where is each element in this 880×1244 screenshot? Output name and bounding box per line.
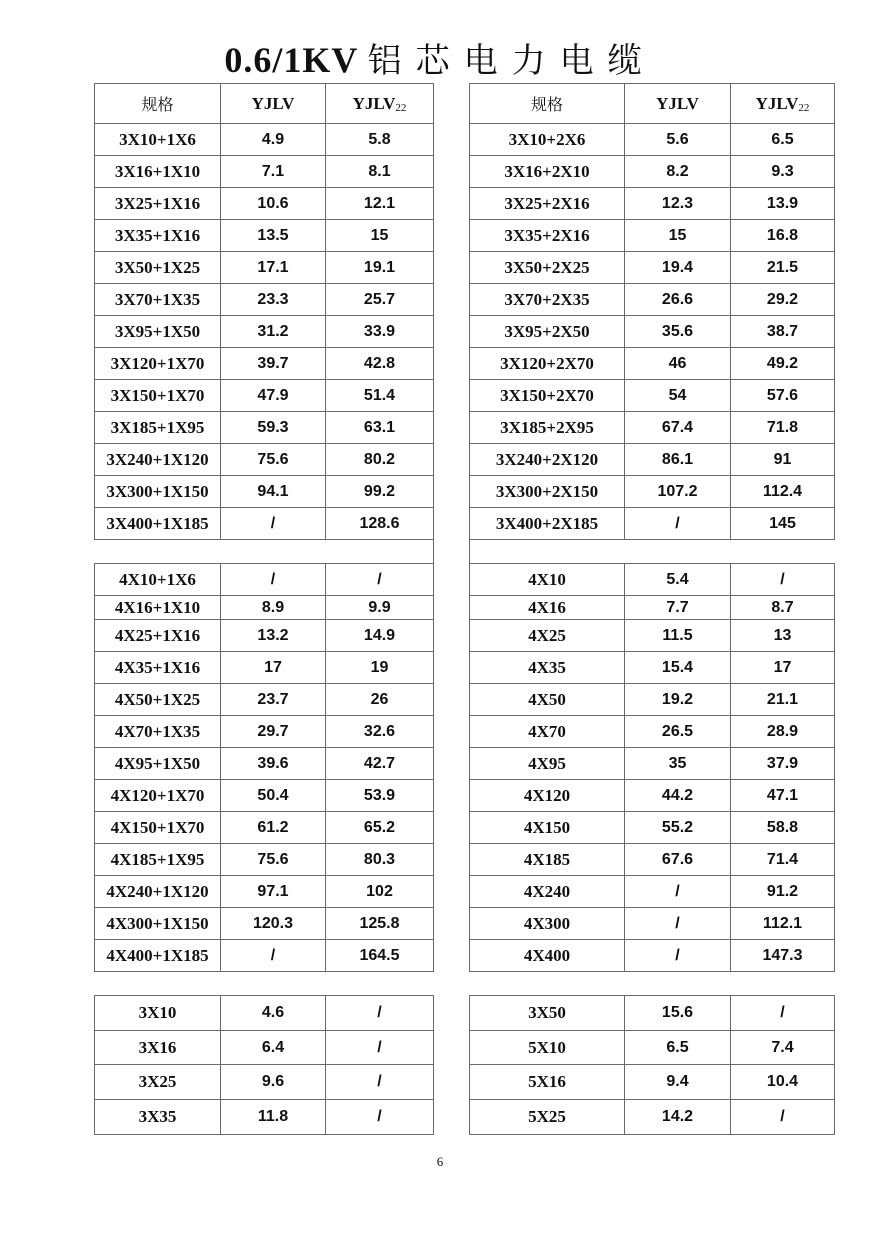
- yjlv22-cell: 14.9: [326, 620, 434, 652]
- yjlv-cell: 8.2: [625, 156, 731, 188]
- table-row: [470, 252, 835, 284]
- yjlv22-cell: 65.2: [326, 812, 434, 844]
- spec-cell: 4X300+1X150: [95, 908, 221, 940]
- yjlv22-cell: 6.5: [731, 124, 835, 156]
- spec-cell: 4X95+1X50: [95, 748, 221, 780]
- yjlv22-cell: 12.1: [326, 188, 434, 220]
- spec-cell: 3X50: [470, 996, 625, 1031]
- yjlv-cell: 23.7: [221, 684, 326, 716]
- yjlv-cell: 26.6: [625, 284, 731, 316]
- table-row: [470, 844, 835, 876]
- table-row: [95, 412, 434, 444]
- yjlv-cell: 7.1: [221, 156, 326, 188]
- yjlv-cell: /: [625, 508, 731, 540]
- table-row: [95, 908, 434, 940]
- table-row: [470, 156, 835, 188]
- spec-cell: 3X10+2X6: [470, 124, 625, 156]
- yjlv-cell: /: [221, 564, 326, 596]
- yjlv-cell: 9.4: [625, 1065, 731, 1100]
- spec-cell: 3X35+2X16: [470, 220, 625, 252]
- yjlv22-cell: 17: [731, 652, 835, 684]
- yjlv-cell: 13.2: [221, 620, 326, 652]
- yjlv-cell: 11.8: [221, 1100, 326, 1135]
- spec-cell: 3X25+2X16: [470, 188, 625, 220]
- yjlv22-cell: 19.1: [326, 252, 434, 284]
- header-row: [95, 84, 434, 124]
- spacer-cell: [95, 540, 434, 564]
- yjlv22-cell: /: [326, 564, 434, 596]
- yjlv22-cell: 26: [326, 684, 434, 716]
- yjlv-cell: 19.2: [625, 684, 731, 716]
- spec-cell: 5X16: [470, 1065, 625, 1100]
- yjlv-cell: 15.4: [625, 652, 731, 684]
- spec-cell: 3X185+1X95: [95, 412, 221, 444]
- yjlv-cell: 50.4: [221, 780, 326, 812]
- table-row: [470, 508, 835, 540]
- spec-cell: 4X35: [470, 652, 625, 684]
- table-row: [470, 188, 835, 220]
- yjlv22-cell: 38.7: [731, 316, 835, 348]
- yjlv-cell: 75.6: [221, 444, 326, 476]
- yjlv-cell: 6.4: [221, 1031, 326, 1065]
- header-row: [470, 84, 835, 124]
- spec-cell: 3X16: [95, 1031, 221, 1065]
- yjlv-cell: 7.7: [625, 596, 731, 620]
- table-row: [95, 620, 434, 652]
- page-title: [0, 36, 880, 85]
- yjlv22-cell: 53.9: [326, 780, 434, 812]
- spec-cell: 3X400+1X185: [95, 508, 221, 540]
- yjlv-cell: /: [625, 940, 731, 972]
- table-row: [470, 284, 835, 316]
- spec-cell: 4X25+1X16: [95, 620, 221, 652]
- page-number: 6: [436, 1154, 444, 1169]
- spec-cell: 3X50+1X25: [95, 252, 221, 284]
- table-row: [470, 996, 835, 1031]
- spec-cell: 3X16+2X10: [470, 156, 625, 188]
- right-bottom-table: [469, 995, 835, 1135]
- spec-cell: 3X10: [95, 996, 221, 1031]
- table-row: [95, 1031, 434, 1065]
- title-product: 铝芯电力电缆: [367, 41, 656, 81]
- yjlv22-cell: /: [326, 1031, 434, 1065]
- yjlv-cell: 13.5: [221, 220, 326, 252]
- yjlv-cell: 10.6: [221, 188, 326, 220]
- yjlv-cell: 86.1: [625, 444, 731, 476]
- table-row: [95, 156, 434, 188]
- spec-cell: 3X95+2X50: [470, 316, 625, 348]
- yjlv22-cell: 37.9: [731, 748, 835, 780]
- table-row: [470, 380, 835, 412]
- spec-cell: 4X185: [470, 844, 625, 876]
- spec-cell: 3X120+1X70: [95, 348, 221, 380]
- spec-cell: 5X10: [470, 1031, 625, 1065]
- yjlv22-cell: 128.6: [326, 508, 434, 540]
- table-row: [470, 476, 835, 508]
- yjlv-cell: 26.5: [625, 716, 731, 748]
- table-row: [95, 748, 434, 780]
- yjlv22-cell: /: [326, 1065, 434, 1100]
- spec-cell: 3X240+1X120: [95, 444, 221, 476]
- table-row: [470, 348, 835, 380]
- yjlv22-cell: /: [731, 564, 835, 596]
- left-spec-table: [94, 83, 434, 972]
- spec-cell: 4X400: [470, 940, 625, 972]
- yjlv22-cell: 42.7: [326, 748, 434, 780]
- table-row: [470, 908, 835, 940]
- table-row: [95, 596, 434, 620]
- spec-cell: 3X185+2X95: [470, 412, 625, 444]
- yjlv22-cell: 112.4: [731, 476, 835, 508]
- yjlv22-cell: 42.8: [326, 348, 434, 380]
- yjlv-cell: 19.4: [625, 252, 731, 284]
- table-row: [470, 652, 835, 684]
- spacer-row: [95, 540, 434, 564]
- yjlv22-cell: 8.1: [326, 156, 434, 188]
- yjlv22-cell: 29.2: [731, 284, 835, 316]
- spec-cell: 4X185+1X95: [95, 844, 221, 876]
- yjlv22-cell: 15: [326, 220, 434, 252]
- yjlv22-cell: 5.8: [326, 124, 434, 156]
- yjlv22-cell: 32.6: [326, 716, 434, 748]
- spec-cell: 3X10+1X6: [95, 124, 221, 156]
- table-row: [95, 1100, 434, 1135]
- yjlv-cell: 5.6: [625, 124, 731, 156]
- yjlv22-cell: 33.9: [326, 316, 434, 348]
- table-row: [470, 716, 835, 748]
- spacer-row: [470, 540, 835, 564]
- yjlv-cell: 6.5: [625, 1031, 731, 1065]
- spec-cell: 4X150: [470, 812, 625, 844]
- yjlv22-cell: 19: [326, 652, 434, 684]
- left-bottom-table: [94, 995, 434, 1135]
- yjlv-cell: 44.2: [625, 780, 731, 812]
- right-spec-table: [469, 83, 835, 972]
- yjlv22-cell: 16.8: [731, 220, 835, 252]
- header-spec: 规格: [95, 84, 221, 124]
- yjlv-cell: 59.3: [221, 412, 326, 444]
- header-yjlv: YJLV: [625, 84, 731, 124]
- yjlv22-cell: 112.1: [731, 908, 835, 940]
- yjlv22-cell: 8.7: [731, 596, 835, 620]
- yjlv-cell: 4.6: [221, 996, 326, 1031]
- yjlv-cell: 97.1: [221, 876, 326, 908]
- yjlv22-cell: /: [731, 996, 835, 1031]
- yjlv22-cell: 49.2: [731, 348, 835, 380]
- yjlv22-cell: 91.2: [731, 876, 835, 908]
- spec-cell: 4X240: [470, 876, 625, 908]
- spec-cell: 4X50: [470, 684, 625, 716]
- table-row: [95, 716, 434, 748]
- yjlv-cell: 67.4: [625, 412, 731, 444]
- table-row: [470, 1100, 835, 1135]
- spec-cell: 4X120: [470, 780, 625, 812]
- yjlv-cell: 31.2: [221, 316, 326, 348]
- spec-cell: 4X50+1X25: [95, 684, 221, 716]
- spec-cell: 4X95: [470, 748, 625, 780]
- yjlv22-cell: 71.8: [731, 412, 835, 444]
- table-row: [95, 940, 434, 972]
- spec-cell: 4X300: [470, 908, 625, 940]
- yjlv-cell: 29.7: [221, 716, 326, 748]
- title-voltage: 0.6/1KV: [224, 40, 358, 80]
- spec-cell: 5X25: [470, 1100, 625, 1135]
- header-yjlv22: $YJLV_{22}$: [326, 84, 434, 124]
- spec-cell: 4X10+1X6: [95, 564, 221, 596]
- table-row: [95, 380, 434, 412]
- spec-cell: 3X120+2X70: [470, 348, 625, 380]
- spec-cell: 3X150+2X70: [470, 380, 625, 412]
- yjlv22-cell: /: [326, 996, 434, 1031]
- table-row: [95, 348, 434, 380]
- yjlv-cell: /: [625, 876, 731, 908]
- yjlv22-cell: 13: [731, 620, 835, 652]
- spec-cell: 3X240+2X120: [470, 444, 625, 476]
- spec-cell: 3X150+1X70: [95, 380, 221, 412]
- table-row: [95, 812, 434, 844]
- yjlv22-cell: 47.1: [731, 780, 835, 812]
- table-row: [470, 876, 835, 908]
- yjlv-cell: 17: [221, 652, 326, 684]
- yjlv22-cell: 80.2: [326, 444, 434, 476]
- table-row: [470, 412, 835, 444]
- table-row: [95, 780, 434, 812]
- table-row: [470, 220, 835, 252]
- spec-cell: 3X70+2X35: [470, 284, 625, 316]
- yjlv22-cell: 9.9: [326, 596, 434, 620]
- table-row: [470, 1031, 835, 1065]
- yjlv22-cell: 21.5: [731, 252, 835, 284]
- table-row: [95, 188, 434, 220]
- yjlv22-cell: 9.3: [731, 156, 835, 188]
- yjlv-cell: 35.6: [625, 316, 731, 348]
- yjlv-cell: 8.9: [221, 596, 326, 620]
- yjlv-cell: 15.6: [625, 996, 731, 1031]
- yjlv-cell: 61.2: [221, 812, 326, 844]
- yjlv22-cell: 125.8: [326, 908, 434, 940]
- table-row: [470, 684, 835, 716]
- spec-cell: 3X300+1X150: [95, 476, 221, 508]
- spec-cell: 3X95+1X50: [95, 316, 221, 348]
- table-row: [95, 124, 434, 156]
- yjlv22-cell: 25.7: [326, 284, 434, 316]
- yjlv22-cell: 57.6: [731, 380, 835, 412]
- table-row: [470, 564, 835, 596]
- spec-cell: 4X400+1X185: [95, 940, 221, 972]
- yjlv22-cell: /: [326, 1100, 434, 1135]
- yjlv-cell: 54: [625, 380, 731, 412]
- header-yjlv: YJLV: [221, 84, 326, 124]
- yjlv-cell: 5.4: [625, 564, 731, 596]
- table-row: [95, 508, 434, 540]
- yjlv-cell: 94.1: [221, 476, 326, 508]
- yjlv-cell: 9.6: [221, 1065, 326, 1100]
- yjlv-cell: /: [221, 940, 326, 972]
- yjlv22-cell: 28.9: [731, 716, 835, 748]
- spec-cell: 4X240+1X120: [95, 876, 221, 908]
- yjlv-cell: 55.2: [625, 812, 731, 844]
- yjlv22-cell: 147.3: [731, 940, 835, 972]
- spec-cell: 3X25+1X16: [95, 188, 221, 220]
- yjlv22-cell: 99.2: [326, 476, 434, 508]
- table-row: [470, 940, 835, 972]
- yjlv-cell: /: [221, 508, 326, 540]
- yjlv-cell: 46: [625, 348, 731, 380]
- table-row: [470, 780, 835, 812]
- table-row: [95, 316, 434, 348]
- yjlv-cell: 107.2: [625, 476, 731, 508]
- yjlv-cell: 15: [625, 220, 731, 252]
- spec-cell: 3X16+1X10: [95, 156, 221, 188]
- spec-cell: 3X35+1X16: [95, 220, 221, 252]
- spec-cell: 4X120+1X70: [95, 780, 221, 812]
- table-row: [470, 812, 835, 844]
- table-row: [470, 620, 835, 652]
- yjlv22-cell: 63.1: [326, 412, 434, 444]
- yjlv-cell: 11.5: [625, 620, 731, 652]
- yjlv22-cell: 91: [731, 444, 835, 476]
- yjlv-cell: 39.7: [221, 348, 326, 380]
- spec-cell: 3X25: [95, 1065, 221, 1100]
- yjlv22-cell: 7.4: [731, 1031, 835, 1065]
- yjlv22-cell: 13.9: [731, 188, 835, 220]
- yjlv22-cell: 80.3: [326, 844, 434, 876]
- table-row: [95, 876, 434, 908]
- spec-cell: 4X35+1X16: [95, 652, 221, 684]
- yjlv-cell: 14.2: [625, 1100, 731, 1135]
- table-row: [95, 444, 434, 476]
- spec-cell: 4X16+1X10: [95, 596, 221, 620]
- table-row: [95, 1065, 434, 1100]
- spacer-cell: [470, 540, 835, 564]
- table-row: [95, 220, 434, 252]
- table-row: [470, 748, 835, 780]
- table-row: [95, 252, 434, 284]
- table-row: [470, 596, 835, 620]
- spec-cell: 3X70+1X35: [95, 284, 221, 316]
- spec-cell: 4X10: [470, 564, 625, 596]
- spec-cell: 4X150+1X70: [95, 812, 221, 844]
- table-row: [95, 684, 434, 716]
- table-row: [95, 284, 434, 316]
- yjlv22-cell: 102: [326, 876, 434, 908]
- table-row: [95, 652, 434, 684]
- yjlv22-cell: 58.8: [731, 812, 835, 844]
- yjlv-cell: 12.3: [625, 188, 731, 220]
- yjlv22-cell: 51.4: [326, 380, 434, 412]
- header-yjlv22: $YJLV_{22}$: [731, 84, 835, 124]
- yjlv22-cell: 164.5: [326, 940, 434, 972]
- spec-cell: 3X35: [95, 1100, 221, 1135]
- yjlv-cell: 17.1: [221, 252, 326, 284]
- yjlv-cell: 4.9: [221, 124, 326, 156]
- yjlv-cell: 47.9: [221, 380, 326, 412]
- header-spec: 规格: [470, 84, 625, 124]
- spec-cell: 4X70+1X35: [95, 716, 221, 748]
- yjlv-cell: 67.6: [625, 844, 731, 876]
- spec-cell: 4X16: [470, 596, 625, 620]
- spec-cell: 4X70: [470, 716, 625, 748]
- yjlv22-cell: 71.4: [731, 844, 835, 876]
- table-row: [470, 1065, 835, 1100]
- yjlv-cell: 23.3: [221, 284, 326, 316]
- table-row: [470, 444, 835, 476]
- table-row: [95, 476, 434, 508]
- spec-cell: 3X300+2X150: [470, 476, 625, 508]
- yjlv22-cell: 145: [731, 508, 835, 540]
- yjlv-cell: /: [625, 908, 731, 940]
- table-row: [470, 316, 835, 348]
- spec-cell: 3X50+2X25: [470, 252, 625, 284]
- table-row: [95, 564, 434, 596]
- yjlv-cell: 35: [625, 748, 731, 780]
- spec-cell: 3X400+2X185: [470, 508, 625, 540]
- yjlv22-cell: /: [731, 1100, 835, 1135]
- yjlv-cell: 75.6: [221, 844, 326, 876]
- table-row: [95, 844, 434, 876]
- table-row: [470, 124, 835, 156]
- yjlv-cell: 120.3: [221, 908, 326, 940]
- spec-cell: 4X25: [470, 620, 625, 652]
- table-row: [95, 996, 434, 1031]
- yjlv22-cell: 10.4: [731, 1065, 835, 1100]
- yjlv22-cell: 21.1: [731, 684, 835, 716]
- yjlv-cell: 39.6: [221, 748, 326, 780]
